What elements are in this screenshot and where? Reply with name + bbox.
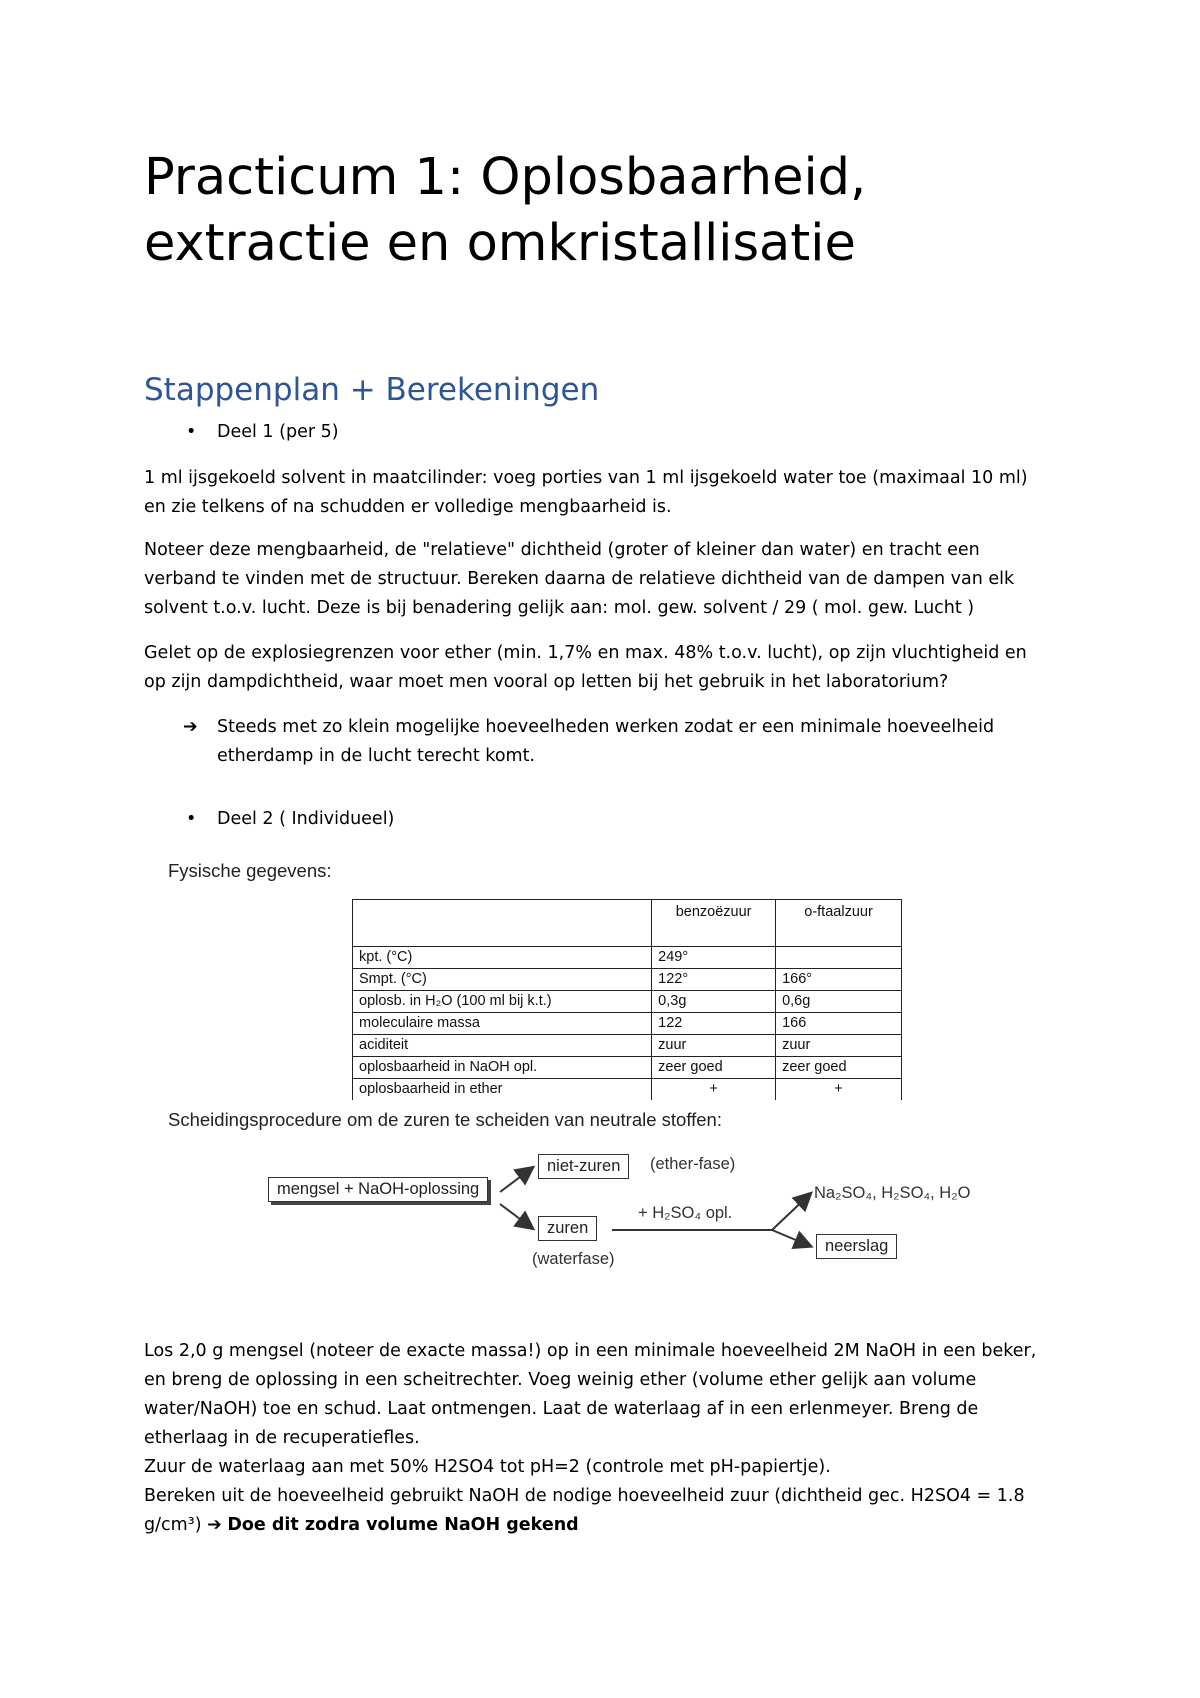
paragraph-3: [144, 639, 1074, 697]
physical-data-table: [352, 899, 902, 1100]
table-cell: oplosbaarheid in NaOH opl.: [353, 1057, 652, 1079]
table-header-cell: [353, 900, 652, 947]
table-header-cell: o-ftaalzuur: [776, 900, 902, 947]
table-cell: oplosbaarheid in ether: [353, 1079, 652, 1101]
table-row: [353, 947, 902, 969]
section-heading: Stappenplan + Berekeningen: [144, 372, 600, 408]
table-cell: 166°: [776, 969, 902, 991]
salts-label: Na₂SO₄, H₂SO₄, H₂O: [814, 1184, 971, 1202]
arrow-icon: ➔: [183, 717, 198, 737]
arrow-to-salts: [772, 1194, 810, 1230]
arrow-to-nonacids: [500, 1168, 532, 1192]
table-cell: 166: [776, 1013, 902, 1035]
paragraph-line: Bereken uit de hoeveelheid gebruikt NaOH de nodige hoeveelheid zuur (dichtheid gec. H2SO4 = 1.8: [144, 1486, 1025, 1506]
paragraph-line: op zijn dampdichtheid, waar moet men vooral op letten bij het gebruik in het laboratorium?: [144, 672, 949, 692]
answer-paragraph: [217, 713, 994, 771]
table-row: [353, 1079, 902, 1101]
paragraph-line: Los 2,0 g mengsel (noteer de exacte massa!) op in een minimale hoeveelheid 2M NaOH in een beker,: [144, 1341, 1037, 1361]
arrow-to-acids: [500, 1204, 532, 1228]
title-line-1: Practicum 1: Oplosbaarheid,: [144, 148, 867, 207]
table-cell: aciditeit: [353, 1035, 652, 1057]
table-cell: 122: [652, 1013, 776, 1035]
paragraph-2: [144, 536, 1074, 623]
paragraph-line: Zuur de waterlaag aan met 50% H2SO4 tot pH=2 (controle met pH-papiertje).: [144, 1457, 831, 1477]
paragraph-line: Steeds met zo klein mogelijke hoeveelheden werken zodat er een minimale hoeveelheid: [217, 717, 995, 737]
table-row: [353, 1057, 902, 1079]
h2so4-label: + H₂SO₄ opl.: [638, 1204, 733, 1222]
table-cell: Smpt. (°C): [353, 969, 652, 991]
table-cell: kpt. (°C): [353, 947, 652, 969]
table-cell: 122°: [652, 969, 776, 991]
table-cell: zuur: [776, 1035, 902, 1057]
table-header-row: [353, 900, 902, 947]
arrow-icon: ➔: [207, 1515, 222, 1535]
table-cell: oplosb. in H₂O (100 ml bij k.t.): [353, 991, 652, 1013]
separation-procedure-title: Scheidingsprocedure om de zuren te scheiden van neutrale stoffen:: [168, 1109, 722, 1130]
ether-phase-label: (ether-fase): [650, 1155, 736, 1173]
paragraph-line: 1 ml ijsgekoeld solvent in maatcilinder: voeg porties van 1 ml ijsgekoeld water toe (maximaal 10 ml): [144, 468, 1028, 488]
table-cell: 249°: [652, 947, 776, 969]
table-cell: 0,6g: [776, 991, 902, 1013]
paragraph-line: etherlaag in de recuperatiefles.: [144, 1428, 420, 1448]
paragraph-line: water/NaOH) toe en schud. Laat ontmengen. Laat de waterlaag af in een erlenmeyer. Breng de: [144, 1399, 979, 1419]
title-line-2: extractie en omkristallisatie: [144, 214, 856, 273]
physical-data-title: Fysische gegevens:: [168, 860, 332, 881]
acids-box: zuren: [538, 1216, 597, 1241]
table-cell: zuur: [652, 1035, 776, 1057]
table-row: [353, 991, 902, 1013]
table-cell: moleculaire massa: [353, 1013, 652, 1035]
paragraph-line: etherdamp in de lucht terecht komt.: [217, 746, 535, 766]
table-row: [353, 1035, 902, 1057]
bullet-icon: •: [186, 809, 197, 829]
paragraph-line: [144, 1511, 1074, 1540]
text-span: g/cm³): [144, 1515, 208, 1535]
document-title: [144, 145, 1124, 277]
table-header-cell: benzoëzuur: [652, 900, 776, 947]
water-phase-label: (waterfase): [532, 1250, 615, 1268]
separation-diagram: [260, 1148, 1020, 1278]
paragraph-4: [144, 1337, 1074, 1540]
table-cell: zeer goed: [652, 1057, 776, 1079]
paragraph-line: verband te vinden met de structuur. Bereken daarna de relatieve dichtheid van de dampen van elk: [144, 569, 1015, 589]
table-cell: +: [652, 1079, 776, 1101]
table-row: [353, 969, 902, 991]
deel2-label: Deel 2 ( Individueel): [217, 809, 395, 829]
paragraph-line: en breng de oplossing in een scheitrechter. Voeg weinig ether (volume ether gelijk aan volume: [144, 1370, 977, 1390]
table-cell: +: [776, 1079, 902, 1101]
bold-instruction: Doe dit zodra volume NaOH gekend: [227, 1515, 579, 1535]
bullet-icon: •: [186, 422, 197, 442]
table-cell: zeer goed: [776, 1057, 902, 1079]
paragraph-line: solvent t.o.v. lucht. Deze is bij benadering gelijk aan: mol. gew. solvent / 29 ( mol. gew. Lucht ): [144, 598, 975, 618]
table-row: [353, 1013, 902, 1035]
paragraph-line: Gelet op de explosiegrenzen voor ether (min. 1,7% en max. 48% t.o.v. lucht), op zijn vluchtigheid en: [144, 643, 1027, 663]
paragraph-1: [144, 464, 1074, 522]
nonacids-box: niet-zuren: [538, 1154, 629, 1179]
deel1-label: Deel 1 (per 5): [217, 422, 339, 442]
table-cell: 0,3g: [652, 991, 776, 1013]
paragraph-line: en zie telkens of na schudden er volledige mengbaarheid is.: [144, 497, 672, 517]
paragraph-line: Noteer deze mengbaarheid, de "relatieve" dichtheid (groter of kleiner dan water) en tracht een: [144, 540, 980, 560]
mixture-box: mengsel + NaOH-oplossing: [268, 1177, 488, 1202]
table-cell: [776, 947, 902, 969]
precipitate-box: neerslag: [816, 1234, 897, 1259]
arrow-to-precipitate: [772, 1230, 810, 1246]
